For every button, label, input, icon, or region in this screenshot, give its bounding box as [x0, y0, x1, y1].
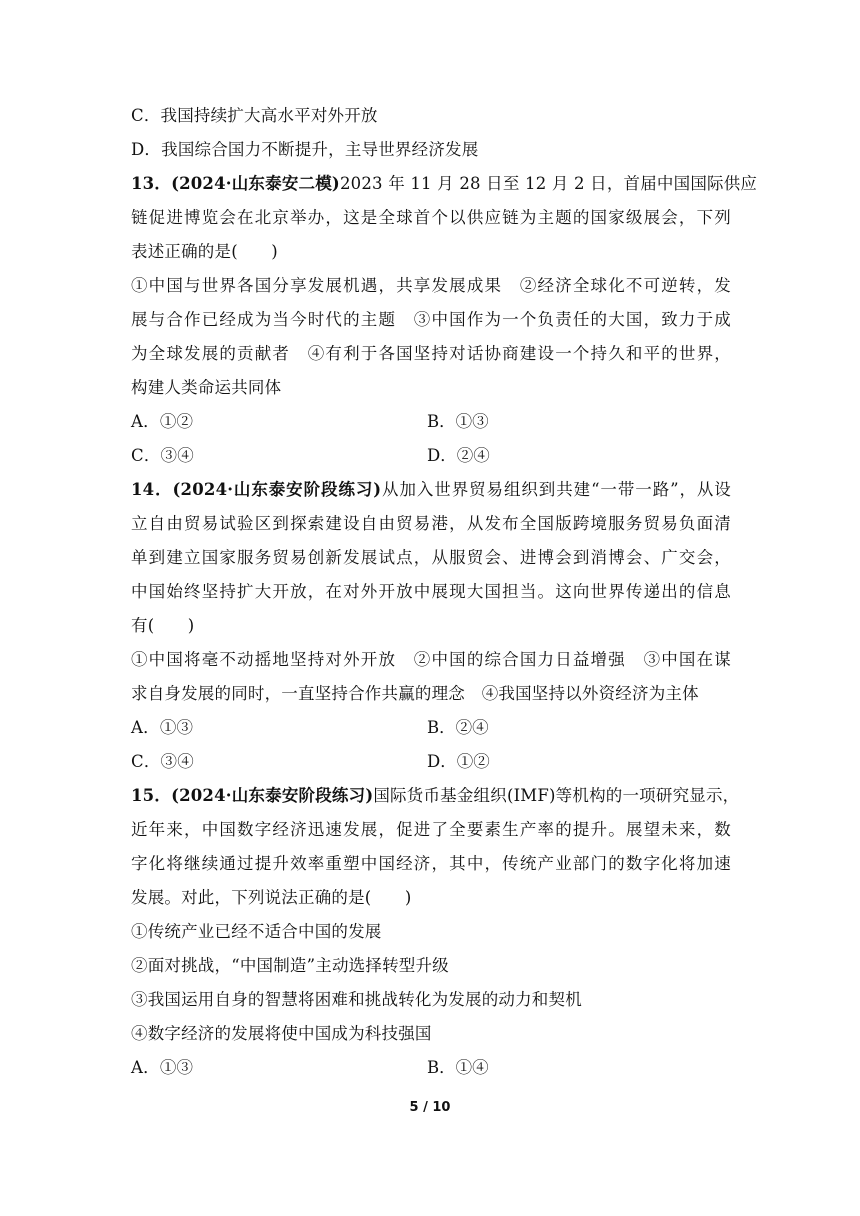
- q14-number: 14．: [131, 480, 173, 499]
- q14-stem-line-4: 中国始终坚持扩大开放，在对外开放中展现大国担当。这向世界传递出的信息: [131, 582, 731, 601]
- q15-option-b: B．①④: [427, 1058, 489, 1077]
- q13-option-d: D．②④: [427, 446, 490, 465]
- q14-option-d: D．①②: [427, 752, 490, 771]
- q15-stem-text: 国际货币基金组织(IMF)等机构的一项研究显示，: [373, 786, 740, 805]
- q15-item-3: ③我国运用自身的智慧将困难和挑战转化为发展的动力和契机: [131, 990, 582, 1009]
- q13-item-line-4: 构建人类命运共同体: [131, 378, 282, 397]
- q14-option-b: B．②④: [427, 718, 489, 737]
- q15-option-a: A．①③: [131, 1058, 194, 1077]
- q13-option-a: A．①②: [131, 412, 194, 431]
- q15-source: (2024·山东泰安阶段练习): [171, 786, 374, 805]
- q14-stem-line-5: 有( ): [131, 616, 195, 635]
- q14-stem-text: 从加入世界贸易组织到共建“一带一路”，从设: [381, 480, 732, 499]
- q15-stem-line-2: 近年来，中国数字经济迅速发展，促进了全要素生产率的提升。展望未来，数: [131, 820, 731, 839]
- q15-stem-line-3: 字化将继续通过提升效率重塑中国经济，其中，传统产业部门的数字化将加速: [131, 854, 731, 873]
- q13-source: (2024·山东泰安二模): [171, 174, 340, 193]
- q14-option-a: A．①③: [131, 718, 194, 737]
- q15-item-4: ④数字经济的发展将使中国成为科技强国: [131, 1024, 432, 1043]
- q14-source: (2024·山东泰安阶段练习): [172, 480, 382, 499]
- q13-item-line-2: 展与合作已经成为当今时代的主题 ③中国作为一个负责任的大国，致力于成: [131, 310, 731, 329]
- q13-stem-line-2: 链促进博览会在北京举办，这是全球首个以供应链为主题的国家级展会，下列: [131, 208, 731, 227]
- q12-option-d: D．我国综合国力不断提升，主导世界经济发展: [131, 140, 479, 159]
- q13-stem-line-3: 表述正确的是( ): [131, 242, 278, 261]
- q14-stem-line-2: 立自由贸易试验区到探索建设自由贸易港，从发布全国版跨境服务贸易负面清: [131, 514, 731, 533]
- q13-option-c: C．③④: [131, 446, 194, 465]
- q13-item-line-1: ①中国与世界各国分享发展机遇，共享发展成果 ②经济全球化不可逆转，发: [131, 276, 731, 295]
- q15-item-1: ①传统产业已经不适合中国的发展: [131, 922, 382, 941]
- q15-number: 15．: [131, 786, 172, 805]
- q14-item-line-2: 求自身发展的同时，一直坚持合作共赢的理念 ④我国坚持以外资经济为主体: [131, 684, 699, 703]
- q13-stem-text: 2023 年 11 月 28 日至 12 月 2 日，首届中国国际供应: [339, 174, 758, 193]
- q15-stem-line-1: [131, 784, 740, 808]
- q15-item-2: ②面对挑战，“中国制造”主动选择转型升级: [131, 956, 449, 975]
- q13-item-line-3: 为全球发展的贡献者 ④有利于各国坚持对话协商建设一个持久和平的世界，: [131, 344, 731, 363]
- page-number: 5 / 10: [409, 1100, 451, 1115]
- q13-stem-line-1: [131, 172, 758, 196]
- q13-number: 13．: [131, 174, 172, 193]
- q12-option-c: C．我国持续扩大高水平对外开放: [131, 106, 378, 125]
- q14-option-c: C．③④: [131, 752, 194, 771]
- q13-option-b: B．①③: [427, 412, 489, 431]
- q14-stem-line-3: 单到建立国家服务贸易创新发展试点，从服贸会、进博会到消博会、广交会，: [131, 548, 731, 567]
- q14-stem-line-1: [131, 478, 731, 502]
- q15-stem-line-4: 发展。对此，下列说法正确的是( ): [131, 888, 412, 907]
- q14-item-line-1: ①中国将毫不动摇地坚持对外开放 ②中国的综合国力日益增强 ③中国在谋: [131, 650, 731, 669]
